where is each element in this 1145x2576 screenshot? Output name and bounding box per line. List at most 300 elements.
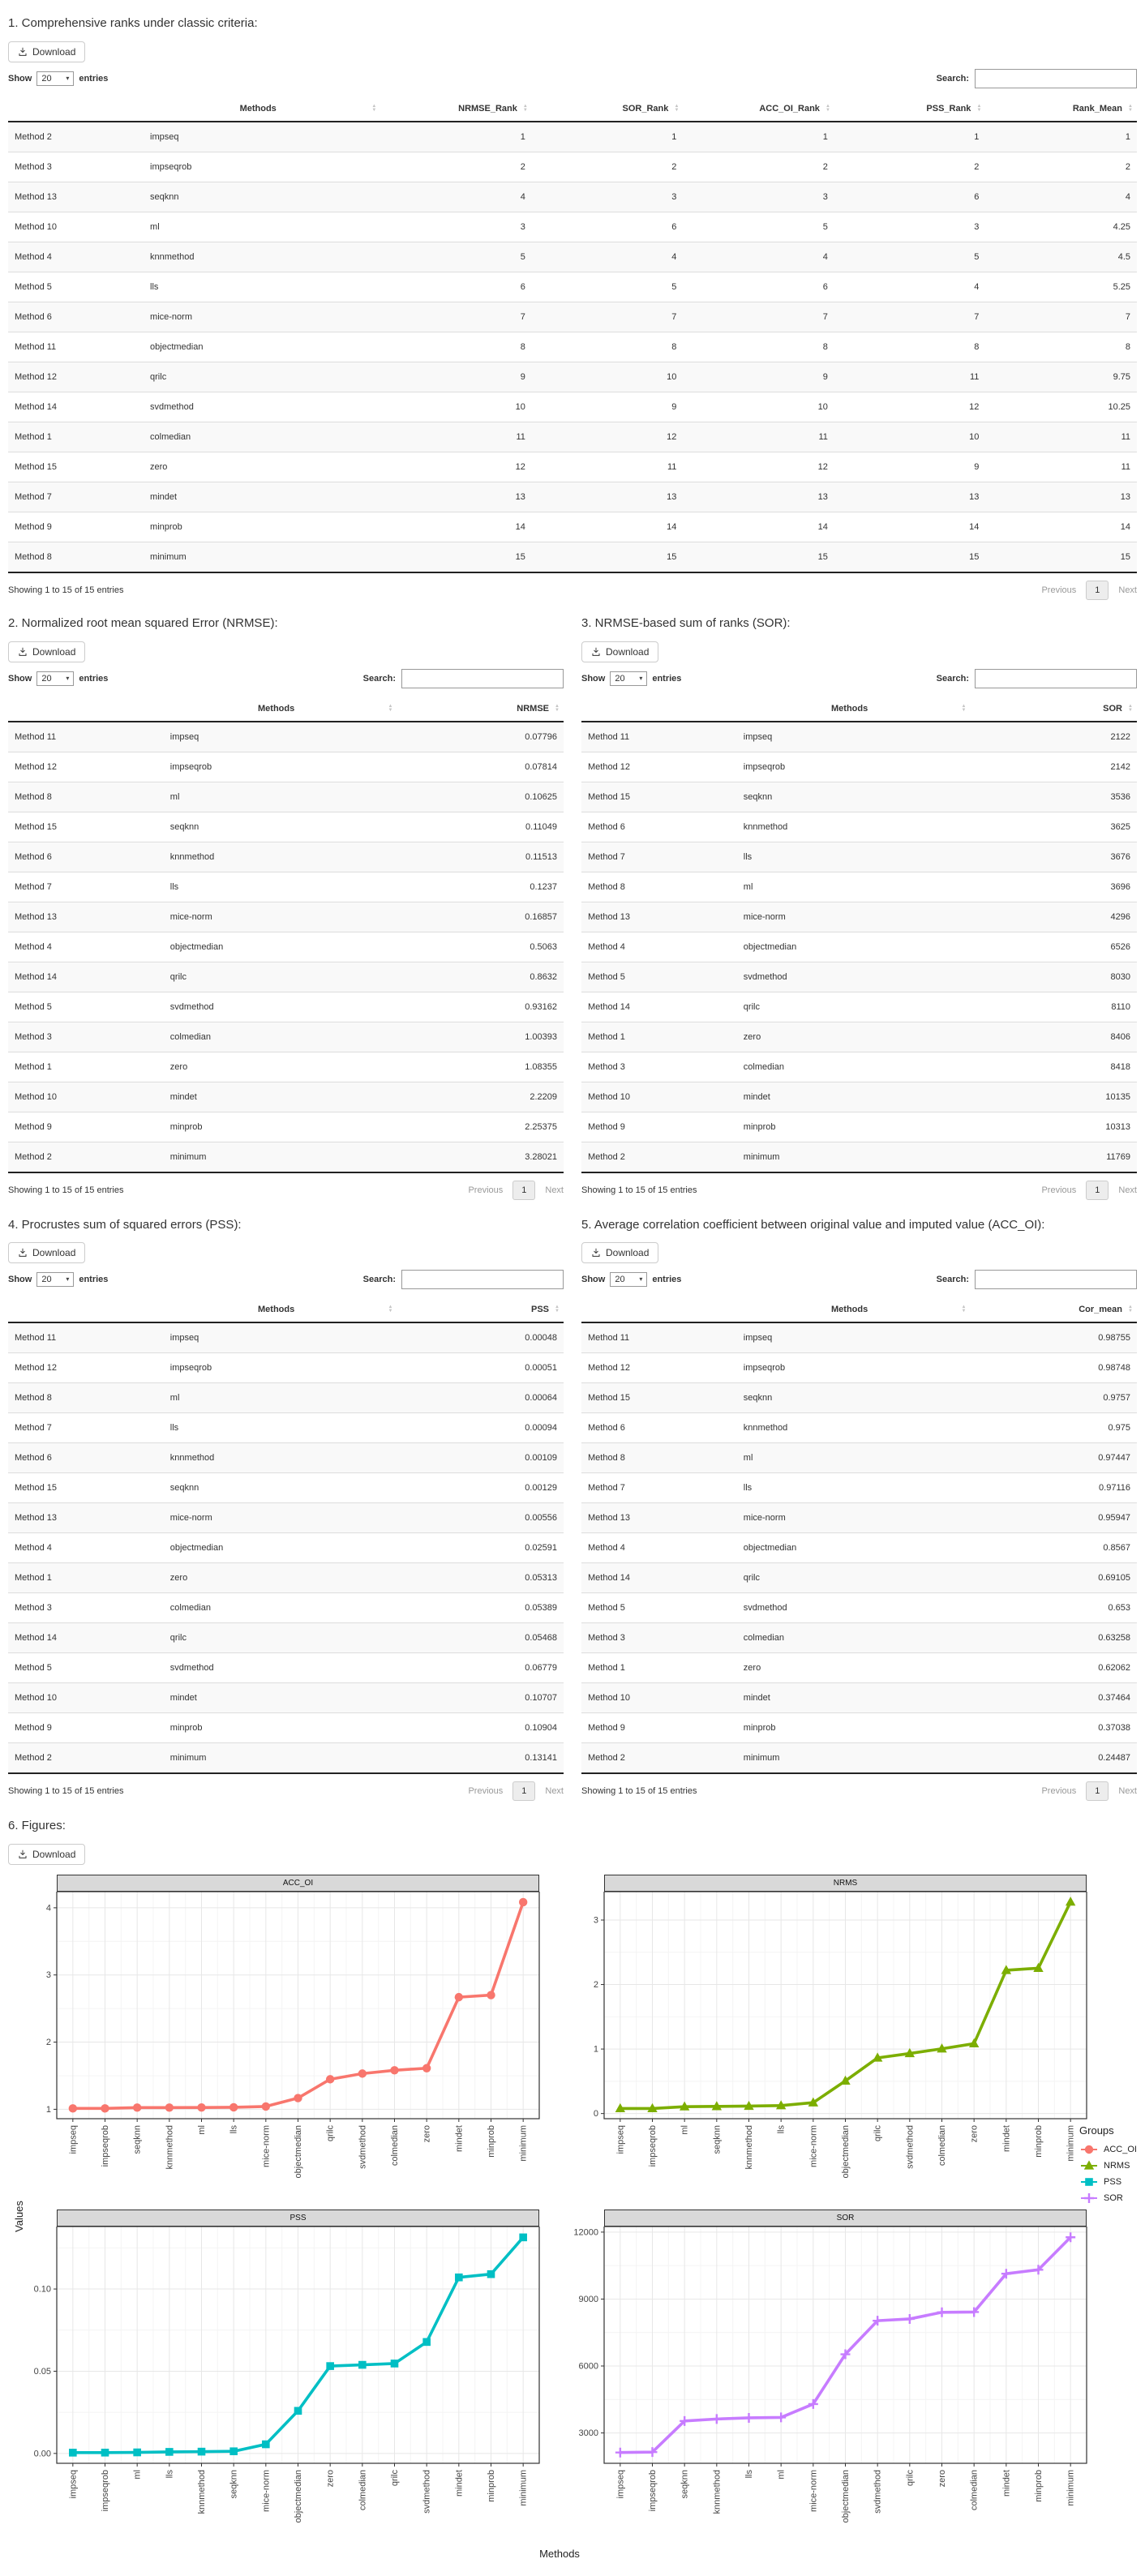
legend-entry: [1079, 2142, 1137, 2157]
table-row: [8, 932, 564, 962]
table-cell: 6: [683, 272, 834, 302]
table-row: [8, 482, 1137, 512]
table-cell: Method 3: [8, 1022, 164, 1052]
svg-text:minprob: minprob: [487, 2125, 496, 2158]
svg-text:impseq: impseq: [615, 2125, 626, 2154]
download-icon: [18, 647, 28, 657]
table-cell: 14: [532, 512, 684, 542]
table-cell: 7: [985, 302, 1137, 332]
column-header[interactable]: NRMSE_Rank ▲ ▼: [380, 96, 532, 122]
search-input[interactable]: [975, 69, 1137, 88]
table-cell: 2: [380, 152, 532, 182]
table-row: [8, 1533, 564, 1563]
table-cell: Method 2: [15, 131, 52, 142]
table-cell: knnmethod: [164, 842, 397, 872]
svg-text:minimum: minimum: [1066, 2470, 1076, 2506]
table-cell: Method 7: [581, 1473, 737, 1503]
table-cell: Method 6: [8, 1443, 164, 1473]
svg-text:impseqrob: impseqrob: [101, 2470, 110, 2512]
next-button[interactable]: Next: [545, 1185, 564, 1195]
table-cell: 0.00129: [397, 1473, 564, 1503]
table-cell: 0.37038: [970, 1713, 1137, 1743]
page-1-button[interactable]: 1: [1086, 581, 1109, 600]
column-header[interactable]: ACC_OI_Rank ▲ ▼: [683, 96, 834, 122]
svg-text:objectmedian: objectmedian: [841, 2470, 851, 2523]
table-cell: Method 5: [8, 1653, 164, 1683]
table-cell: 5.25: [985, 272, 1137, 302]
svg-text:mindet: mindet: [1001, 2125, 1012, 2153]
table-cell: 1.00393: [397, 1022, 564, 1052]
table-cell: Method 1: [581, 1653, 737, 1683]
svg-text:minprob: minprob: [487, 2470, 496, 2502]
next-button[interactable]: Next: [1118, 1185, 1137, 1195]
SOR-plot: [572, 2227, 1095, 2548]
svg-text:knnmethod: knnmethod: [197, 2470, 207, 2514]
svg-text:3000: 3000: [578, 2428, 598, 2439]
table-cell: Method 13: [8, 902, 164, 932]
table-cell: seqknn: [164, 812, 397, 842]
svg-text:colmedian: colmedian: [358, 2470, 368, 2511]
table-row: [8, 1503, 564, 1533]
svg-text:zero: zero: [422, 2125, 432, 2143]
table-row: [581, 902, 1137, 932]
table-row: [8, 992, 564, 1022]
table-row: [8, 1112, 564, 1142]
svg-text:impseq: impseq: [68, 2470, 79, 2499]
table-cell: 3: [834, 212, 986, 242]
search-input[interactable]: [401, 1270, 564, 1289]
svg-text:ml: ml: [197, 2125, 207, 2135]
table-row: [8, 362, 1137, 392]
table-cell: lls: [737, 842, 971, 872]
table-cell: 9: [683, 362, 834, 392]
sort-icon: ▲ ▼: [961, 1305, 967, 1314]
caret-down-icon: ▾: [66, 1275, 70, 1284]
table-cell: svdmethod: [737, 962, 971, 992]
table-cell: 0.07796: [525, 731, 557, 742]
table-cell: objectmedian: [164, 1533, 397, 1563]
table-cell: Method 12: [581, 1353, 737, 1383]
previous-button[interactable]: Previous: [468, 1185, 504, 1195]
table-cell: 2.2209: [397, 1082, 564, 1112]
table-cell: Method 7: [8, 1413, 164, 1443]
caret-down-icon: ▾: [639, 1275, 643, 1284]
pss-datatable: [8, 1241, 564, 1801]
table-cell: 8418: [970, 1052, 1137, 1082]
column-header[interactable]: Methods ▲ ▼: [737, 1297, 971, 1322]
legend-title: Groups: [1079, 2124, 1114, 2137]
table-cell: 3: [683, 182, 834, 212]
column-header[interactable]: Methods ▲ ▼: [737, 697, 971, 722]
table-cell: svdmethod: [144, 392, 380, 422]
table-row: [8, 1082, 564, 1112]
caret-down-icon: ▾: [66, 674, 70, 682]
svg-text:seqknn: seqknn: [712, 2125, 723, 2154]
table-cell: 11: [985, 422, 1137, 452]
table-cell: seqknn: [144, 182, 380, 212]
table-cell: 0.63258: [970, 1623, 1137, 1653]
table-row: [581, 1533, 1137, 1563]
svg-text:mice-norm: mice-norm: [808, 2470, 819, 2512]
table-cell: 0.93162: [397, 992, 564, 1022]
table-cell: 8: [683, 332, 834, 362]
table-row: [581, 1082, 1137, 1112]
section-title: 4. Procrustes sum of squared errors (PSS):: [8, 1217, 242, 1232]
search-input[interactable]: [401, 669, 564, 688]
table-row: [8, 1052, 564, 1082]
svg-text:mindet: mindet: [454, 2470, 465, 2497]
table-cell: 0.00109: [397, 1443, 564, 1473]
svg-text:lls: lls: [229, 2125, 239, 2134]
next-button[interactable]: Next: [545, 1786, 564, 1797]
table-cell: 0.02591: [397, 1533, 564, 1563]
table-cell: Method 3: [581, 1623, 737, 1653]
sort-icon: ▲ ▼: [674, 103, 680, 113]
table-cell: Method 8: [581, 1443, 737, 1473]
figures-download-area: [8, 1842, 1137, 1868]
table-cell: Method 9: [8, 512, 144, 542]
table-cell: Method 13: [581, 1503, 737, 1533]
table-cell: 15: [834, 542, 986, 572]
svg-text:lls: lls: [776, 2125, 787, 2134]
table-cell: impseq: [169, 1333, 199, 1344]
table-cell: 8406: [970, 1022, 1137, 1052]
table-cell: zero: [164, 1052, 397, 1082]
column-header-rownames: [8, 1297, 164, 1322]
svg-text:knnmethod: knnmethod: [744, 2125, 754, 2170]
table-cell: 15: [380, 542, 532, 572]
table-cell: 9: [380, 362, 532, 392]
section-comprehensive-ranks: [8, 16, 1137, 600]
table-cell: Method 12: [8, 1353, 164, 1383]
table-cell: lls: [164, 1413, 397, 1443]
table-cell: Method 5: [8, 272, 144, 302]
column-header[interactable]: PSS_Rank ▲ ▼: [834, 96, 986, 122]
table-cell: 5: [834, 242, 986, 272]
svg-text:qrilc: qrilc: [325, 2125, 336, 2142]
table-cell: Method 15: [581, 1383, 737, 1413]
show-entries-control: Show 20 ▾ entries: [581, 671, 681, 686]
entries-select[interactable]: 20 ▾: [36, 671, 74, 686]
table-row: [581, 722, 1137, 752]
table-cell: colmedian: [164, 1593, 397, 1623]
svg-text:9000: 9000: [578, 2294, 598, 2304]
table-cell: 3: [380, 212, 532, 242]
section-figures: [8, 1819, 1137, 2560]
table-cell: 10: [683, 392, 834, 422]
table-cell: ml: [737, 872, 971, 902]
table-cell: Method 6: [8, 302, 144, 332]
table-cell: Method 10: [581, 1082, 737, 1112]
table-row: [581, 1473, 1137, 1503]
entries-select[interactable]: 20 ▾: [610, 1272, 647, 1287]
table-cell: Method 15: [8, 812, 164, 842]
table-cell: 6526: [970, 932, 1137, 962]
column-header[interactable]: Methods ▲ ▼: [164, 1297, 397, 1322]
column-header[interactable]: Cor_mean ▲ ▼: [970, 1297, 1137, 1322]
table-cell: 0.16857: [397, 902, 564, 932]
svg-text:ml: ml: [776, 2470, 787, 2480]
chart-legend: [1079, 2124, 1137, 2207]
table-cell: Method 10: [581, 1683, 737, 1713]
svg-text:ml: ml: [132, 2470, 143, 2480]
section-pss: [8, 1207, 564, 1803]
previous-button[interactable]: Previous: [1041, 585, 1077, 595]
table-cell: 6: [380, 272, 532, 302]
svg-text:4: 4: [45, 1903, 51, 1914]
table-row: [581, 872, 1137, 902]
entries-select[interactable]: 20 ▾: [610, 671, 647, 686]
table-cell: colmedian: [144, 422, 380, 452]
table-cell: 8: [380, 332, 532, 362]
table-cell: 13: [834, 482, 986, 512]
previous-button[interactable]: Previous: [468, 1786, 504, 1797]
table-row: [8, 392, 1137, 422]
download-button[interactable]: Download: [581, 641, 658, 662]
column-header[interactable]: Methods ▲ ▼: [164, 697, 397, 722]
table-cell: 13: [683, 482, 834, 512]
download-button[interactable]: Download: [8, 1242, 85, 1263]
table-cell: Method 14: [8, 962, 164, 992]
previous-button[interactable]: Previous: [1041, 1185, 1077, 1195]
table-row: [8, 812, 564, 842]
table-cell: 10135: [970, 1082, 1137, 1112]
legend-square-icon: [1079, 2175, 1099, 2189]
table-cell: Method 10: [8, 212, 144, 242]
search-control: Search:: [937, 669, 1137, 688]
legend-plus-icon: [1079, 2191, 1099, 2205]
svg-text:minprob: minprob: [1034, 2125, 1044, 2158]
table-cell: 0.98748: [970, 1353, 1137, 1383]
table-row: [581, 1052, 1137, 1082]
page-1-button[interactable]: 1: [512, 1781, 535, 1801]
svg-text:impseq: impseq: [68, 2125, 79, 2154]
svg-text:1: 1: [45, 2104, 51, 2115]
table-cell: 15: [532, 542, 684, 572]
table-cell: 0.5063: [397, 932, 564, 962]
table-row: [8, 1022, 564, 1052]
table-row: [581, 1322, 1137, 1353]
showing-info: Showing 1 to 15 of 15 entries: [8, 1786, 124, 1797]
table-row: [8, 122, 1137, 152]
panel-strip-title: NRMS: [604, 1875, 1087, 1892]
download-button[interactable]: Download: [8, 641, 85, 662]
table-cell: seqknn: [737, 782, 971, 812]
entries-select[interactable]: 20 ▾: [36, 71, 74, 86]
table-cell: 0.24487: [970, 1743, 1137, 1774]
table-cell: 4.5: [985, 242, 1137, 272]
showing-info: Showing 1 to 15 of 15 entries: [581, 1786, 697, 1797]
search-input[interactable]: [975, 1270, 1137, 1289]
pagination: [468, 1781, 564, 1801]
svg-text:0.00: 0.00: [33, 2449, 51, 2459]
table-cell: 3625: [970, 812, 1137, 842]
entries-select[interactable]: 20 ▾: [36, 1272, 74, 1287]
table-row: [8, 752, 564, 782]
table-cell: 11769: [970, 1142, 1137, 1172]
column-header[interactable]: Methods ▲ ▼: [144, 96, 380, 122]
download-button[interactable]: Download: [581, 1242, 658, 1263]
sort-icon: ▲ ▼: [976, 103, 982, 113]
figure-sor: [572, 2210, 1095, 2548]
table-cell: impseq: [150, 131, 179, 142]
legend-label: PSS: [1104, 2177, 1122, 2187]
column-header[interactable]: SOR ▲ ▼: [970, 697, 1137, 722]
table-cell: Method 9: [8, 1112, 164, 1142]
table-cell: 12: [380, 452, 532, 482]
figures-area: [8, 1875, 1137, 2560]
table-cell: mice-norm: [144, 302, 380, 332]
table-cell: 0.8567: [970, 1533, 1137, 1563]
PSS-plot: [24, 2227, 547, 2548]
table-row: [8, 1383, 564, 1413]
table-cell: 8: [834, 332, 986, 362]
data-table: [8, 1297, 564, 1774]
showing-info: Showing 1 to 15 of 15 entries: [8, 1185, 124, 1195]
table-cell: colmedian: [737, 1052, 971, 1082]
table-cell: qrilc: [144, 362, 380, 392]
table-cell: 4: [380, 182, 532, 212]
table-cell: minimum: [164, 1142, 397, 1172]
section-title: 2. Normalized root mean squared Error (NRMSE):: [8, 615, 278, 630]
table-row: [8, 842, 564, 872]
table-cell: 8030: [970, 962, 1137, 992]
table-cell: Method 5: [581, 962, 737, 992]
svg-text:0: 0: [593, 2109, 598, 2120]
table-cell: 5: [380, 242, 532, 272]
download-button[interactable]: Download: [8, 41, 85, 62]
table-cell: Method 14: [8, 1623, 164, 1653]
showing-info: Showing 1 to 15 of 15 entries: [581, 1185, 697, 1195]
column-header[interactable]: Rank_Mean ▲ ▼: [985, 96, 1137, 122]
svg-text:svdmethod: svdmethod: [873, 2470, 883, 2514]
table-row: [8, 1413, 564, 1443]
table-cell: minprob: [164, 1112, 397, 1142]
table-cell: Method 1: [8, 422, 144, 452]
sort-icon: ▲ ▼: [555, 703, 560, 713]
section-title: 6. Figures:: [8, 1819, 66, 1833]
table-cell: impseqrob: [737, 1353, 971, 1383]
svg-text:lls: lls: [165, 2470, 175, 2479]
legend-entry: [1079, 2158, 1137, 2173]
table-cell: Method 4: [8, 932, 164, 962]
table-cell: 7: [683, 302, 834, 332]
table-row: [8, 422, 1137, 452]
table-row: [581, 1683, 1137, 1713]
table-row: [581, 752, 1137, 782]
table-cell: lls: [164, 872, 397, 902]
table-cell: colmedian: [737, 1623, 971, 1653]
svg-text:minimum: minimum: [1066, 2125, 1076, 2162]
svg-text:lls: lls: [744, 2470, 754, 2479]
table-cell: minprob: [737, 1713, 971, 1743]
table-cell: Method 2: [8, 1743, 164, 1774]
table-row: [8, 302, 1137, 332]
table-cell: 4: [532, 242, 684, 272]
table-cell: Method 12: [8, 362, 144, 392]
page-1-button[interactable]: 1: [512, 1181, 535, 1200]
table-cell: Method 9: [8, 1713, 164, 1743]
svg-text:knnmethod: knnmethod: [712, 2470, 723, 2514]
table-cell: 0.95947: [970, 1503, 1137, 1533]
table-row: [581, 1112, 1137, 1142]
table-cell: zero: [737, 1022, 971, 1052]
svg-text:zero: zero: [325, 2470, 336, 2488]
panel-strip-title: SOR: [604, 2210, 1087, 2227]
table-cell: 0.37464: [970, 1683, 1137, 1713]
page-1-button[interactable]: 1: [1086, 1781, 1109, 1801]
table-cell: Method 3: [8, 152, 144, 182]
svg-text:impseq: impseq: [615, 2470, 626, 2499]
sort-icon: ▲ ▼: [555, 1305, 560, 1314]
svg-text:colmedian: colmedian: [969, 2470, 980, 2511]
legend-entry: [1079, 2175, 1137, 2189]
table-cell: 8110: [970, 992, 1137, 1022]
table-cell: 2.25375: [397, 1112, 564, 1142]
column-header[interactable]: NRMSE ▲ ▼: [397, 697, 564, 722]
table-cell: 12: [683, 452, 834, 482]
table-cell: objectmedian: [737, 1533, 971, 1563]
table-cell: minimum: [164, 1743, 397, 1774]
table-cell: zero: [144, 452, 380, 482]
table-row: [8, 452, 1137, 482]
table-cell: 7: [532, 302, 684, 332]
next-button[interactable]: Next: [1118, 1786, 1137, 1797]
table-row: [8, 1623, 564, 1653]
next-button[interactable]: Next: [1118, 585, 1137, 595]
table-cell: Method 12: [8, 752, 164, 782]
svg-text:qrilc: qrilc: [905, 2470, 916, 2487]
figures-grid: [24, 1875, 1137, 2548]
acc-oi-datatable: [581, 1241, 1137, 1801]
legend-label: ACC_OI: [1104, 2145, 1137, 2154]
svg-text:2: 2: [593, 1980, 598, 1991]
table-cell: 2: [985, 152, 1137, 182]
table-cell: 0.69105: [970, 1563, 1137, 1593]
table-cell: impseq: [169, 731, 199, 742]
column-header[interactable]: SOR_Rank ▲ ▼: [532, 96, 684, 122]
table-cell: Method 1: [581, 1022, 737, 1052]
table-cell: Method 3: [8, 1593, 164, 1623]
table-cell: 12: [834, 392, 986, 422]
figure-acc-oi: [24, 1875, 547, 2203]
download-button[interactable]: Download: [8, 1844, 85, 1865]
table-cell: ml: [737, 1443, 971, 1473]
svg-text:qrilc: qrilc: [873, 2125, 883, 2142]
table-row: [8, 872, 564, 902]
svg-text:minprob: minprob: [1034, 2470, 1044, 2502]
table-cell: 5: [683, 212, 834, 242]
previous-button[interactable]: Previous: [1041, 1786, 1077, 1797]
column-header[interactable]: PSS ▲ ▼: [397, 1297, 564, 1322]
table-cell: 3676: [970, 842, 1137, 872]
search-input[interactable]: [975, 669, 1137, 688]
pagination: [1041, 1781, 1137, 1801]
table-row: [8, 1443, 564, 1473]
table-cell: mice-norm: [737, 1503, 971, 1533]
table-cell: knnmethod: [144, 242, 380, 272]
page-1-button[interactable]: 1: [1086, 1181, 1109, 1200]
table-cell: 0.1237: [397, 872, 564, 902]
table-cell: 0.10707: [397, 1683, 564, 1713]
table-cell: 11: [380, 422, 532, 452]
table-row: [581, 1503, 1137, 1533]
table-row: [581, 1653, 1137, 1683]
table-cell: Method 5: [8, 992, 164, 1022]
table-cell: 0.06779: [397, 1653, 564, 1683]
table-cell: Method 1: [8, 1052, 164, 1082]
table-cell: 10.25: [985, 392, 1137, 422]
